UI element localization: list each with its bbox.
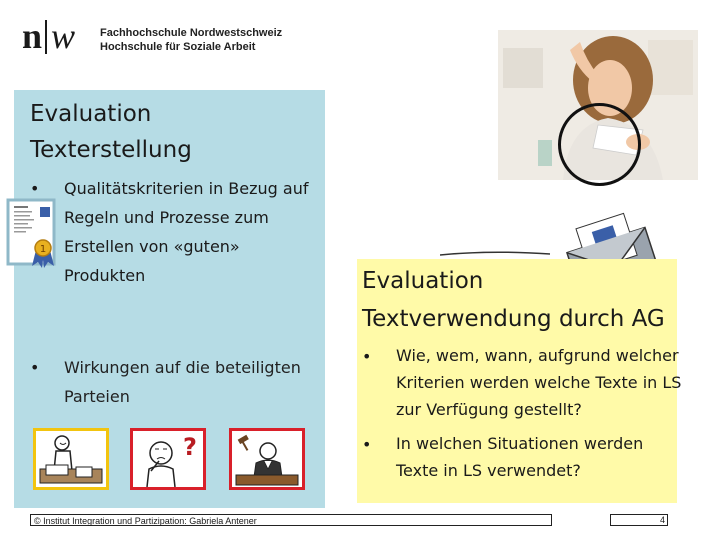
logo-n: n (22, 16, 42, 56)
document-award-icon (6, 198, 62, 270)
right-bullet-2: In welchen Situationen werden Texte in LS verwendet? (396, 434, 644, 480)
logo-w: w (51, 16, 75, 56)
bullet-marker: • (30, 179, 40, 198)
right-title-line-1: Evaluation (362, 268, 484, 294)
right-title (362, 262, 665, 338)
institution-name (100, 26, 282, 54)
institution-line-1: Fachhochschule Nordwestschweiz (100, 27, 283, 39)
bullet-marker: • (30, 358, 40, 377)
judge-icon (229, 428, 305, 490)
footer-copyright: © Institut Integration und Partizipation: Gabriela Antener (30, 514, 552, 526)
right-bullet-1: Wie, wem, wann, aufgrund welcher Kriterien werden welche Texte in LS zur Verfügung gestellt? (396, 346, 682, 419)
left-title-line-1: Evaluation (30, 101, 152, 127)
fhnw-logo (22, 18, 74, 54)
bullet-marker: • (362, 347, 372, 366)
left-bullet-2: Wirkungen auf die beteiligten Parteien (64, 358, 301, 406)
svg-text:1: 1 (39, 244, 47, 255)
person-writing-icon (33, 428, 109, 490)
logo-divider (45, 20, 47, 54)
right-title-line-2: Textverwendung durch AG (362, 306, 665, 332)
institution-line-2: Hochschule für Soziale Arbeit (100, 41, 256, 53)
left-bullet-1: Qualitätskriterien in Bezug auf Regeln und Prozesse zum Erstellen von «guten» Produkten (64, 179, 309, 285)
person-thinking-icon (130, 428, 206, 490)
left-title (30, 96, 192, 168)
magnifier-icon (557, 102, 642, 187)
bullet-marker: • (362, 435, 372, 454)
page-number: 4 (610, 514, 668, 526)
left-title-line-2: Texterstellung (30, 137, 192, 163)
question-mark: ? (183, 433, 197, 461)
